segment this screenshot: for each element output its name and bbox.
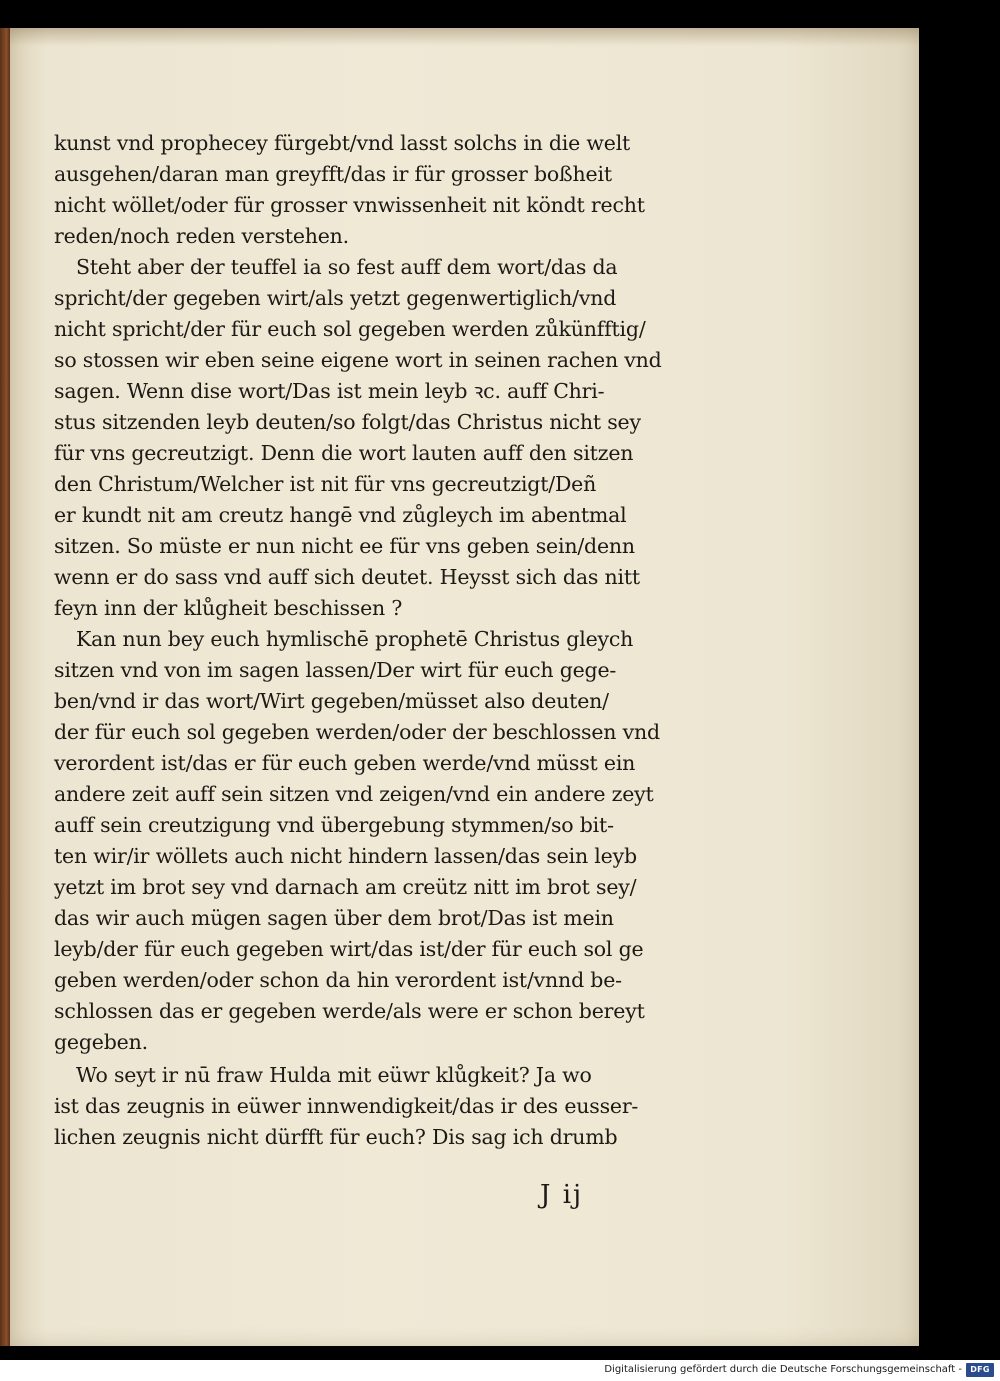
text-line-paragraph-start: Kan nun bey euch hymlischē prophetē Christus gleych xyxy=(76,627,634,651)
text-line: kunst vnd prophecey fürgebt/vnd lasst solchs in die welt xyxy=(54,131,631,155)
text-line: feyn inn der klůgheit beschissen ? xyxy=(54,596,403,620)
footer-bar xyxy=(0,1360,1000,1381)
text-line: sitzen. So müste er nun nicht ee für vns geben sein/denn xyxy=(54,534,635,558)
text-line: so stossen wir eben seine eigene wort in seinen rachen vnd xyxy=(54,348,662,372)
text-line: verordent ist/das er für euch geben werde/vnd müsst ein xyxy=(54,751,636,775)
page-top-shadow xyxy=(10,28,919,46)
text-line: das wir auch mügen sagen über dem brot/Das ist mein xyxy=(54,906,614,930)
text-line: ten wir/ir wöllets auch nicht hindern lassen/das sein leyb xyxy=(54,844,637,868)
text-line: ben/vnd ir das wort/Wirt gegeben/müsset also deuten/ xyxy=(54,689,609,713)
text-line: ausgehen/daran man greyfft/das ir für grosser boßheit xyxy=(54,162,612,186)
text-line: schlossen das er gegeben werde/als were er schon bereyt xyxy=(54,999,645,1023)
text-line: andere zeit auff sein sitzen vnd zeigen/vnd ein andere zeyt xyxy=(54,782,654,806)
text-line: er kundt nit am creutz hangē vnd zůgleych im abentmal xyxy=(54,503,627,527)
text-line: ist das zeugnis in eüwer innwendigkeit/das ir des eusser- xyxy=(54,1094,639,1118)
text-line: nicht spricht/der für euch sol gegeben werden zůkünfftig/ xyxy=(54,317,646,341)
text-line: auff sein creutzigung vnd übergebung stymmen/so bit- xyxy=(54,813,614,837)
text-line: der für euch sol gegeben werden/oder der beschlossen vnd xyxy=(54,720,660,744)
text-line: stus sitzenden leyb deuten/so folgt/das Christus nicht sey xyxy=(54,410,641,434)
signature-mark: J ij xyxy=(540,1180,584,1210)
text-line: sitzen vnd von im sagen lassen/Der wirt für euch gege- xyxy=(54,658,617,682)
text-line-paragraph-start: Steht aber der teuffel ia so fest auff dem wort/das da xyxy=(76,255,618,279)
text-line: geben werden/oder schon da hin verordent ist/vnnd be- xyxy=(54,968,622,992)
text-line: spricht/der gegeben wirt/als yetzt gegenwertiglich/vnd xyxy=(54,286,617,310)
text-line: reden/noch reden verstehen. xyxy=(54,224,350,248)
text-line: sagen. Wenn dise wort/Das ist mein leyb ꝛc. auff Chri- xyxy=(54,379,605,403)
page-text xyxy=(54,128,704,1153)
text-line: für vns gecreutzigt. Denn die wort lauten auff den sitzen xyxy=(54,441,634,465)
dfg-logo: DFG xyxy=(966,1363,994,1377)
text-line-paragraph-start: Wo seyt ir nū fraw Hulda mit eüwr klůgkeit? Ja wo xyxy=(76,1063,592,1087)
text-line: yetzt im brot sey vnd darnach am creütz nitt im brot sey/ xyxy=(54,875,637,899)
text-line: den Christum/Welcher ist nit für vns gecreutzigt/Deñ xyxy=(54,472,597,496)
text-line: nicht wöllet/oder für grosser vnwissenheit nit köndt recht xyxy=(54,193,645,217)
text-line: wenn er do sass vnd auff sich deutet. Heysst sich das nitt xyxy=(54,565,640,589)
text-line: leyb/der für euch gegeben wirt/das ist/der für euch sol ge xyxy=(54,937,644,961)
text-line: gegeben. xyxy=(54,1030,148,1054)
text-line: lichen zeugnis nicht dürfft für euch? Dis sag ich drumb xyxy=(54,1125,618,1149)
funding-credit: Digitalisierung gefördert durch die Deutsche Forschungsgemeinschaft - xyxy=(604,1364,962,1375)
